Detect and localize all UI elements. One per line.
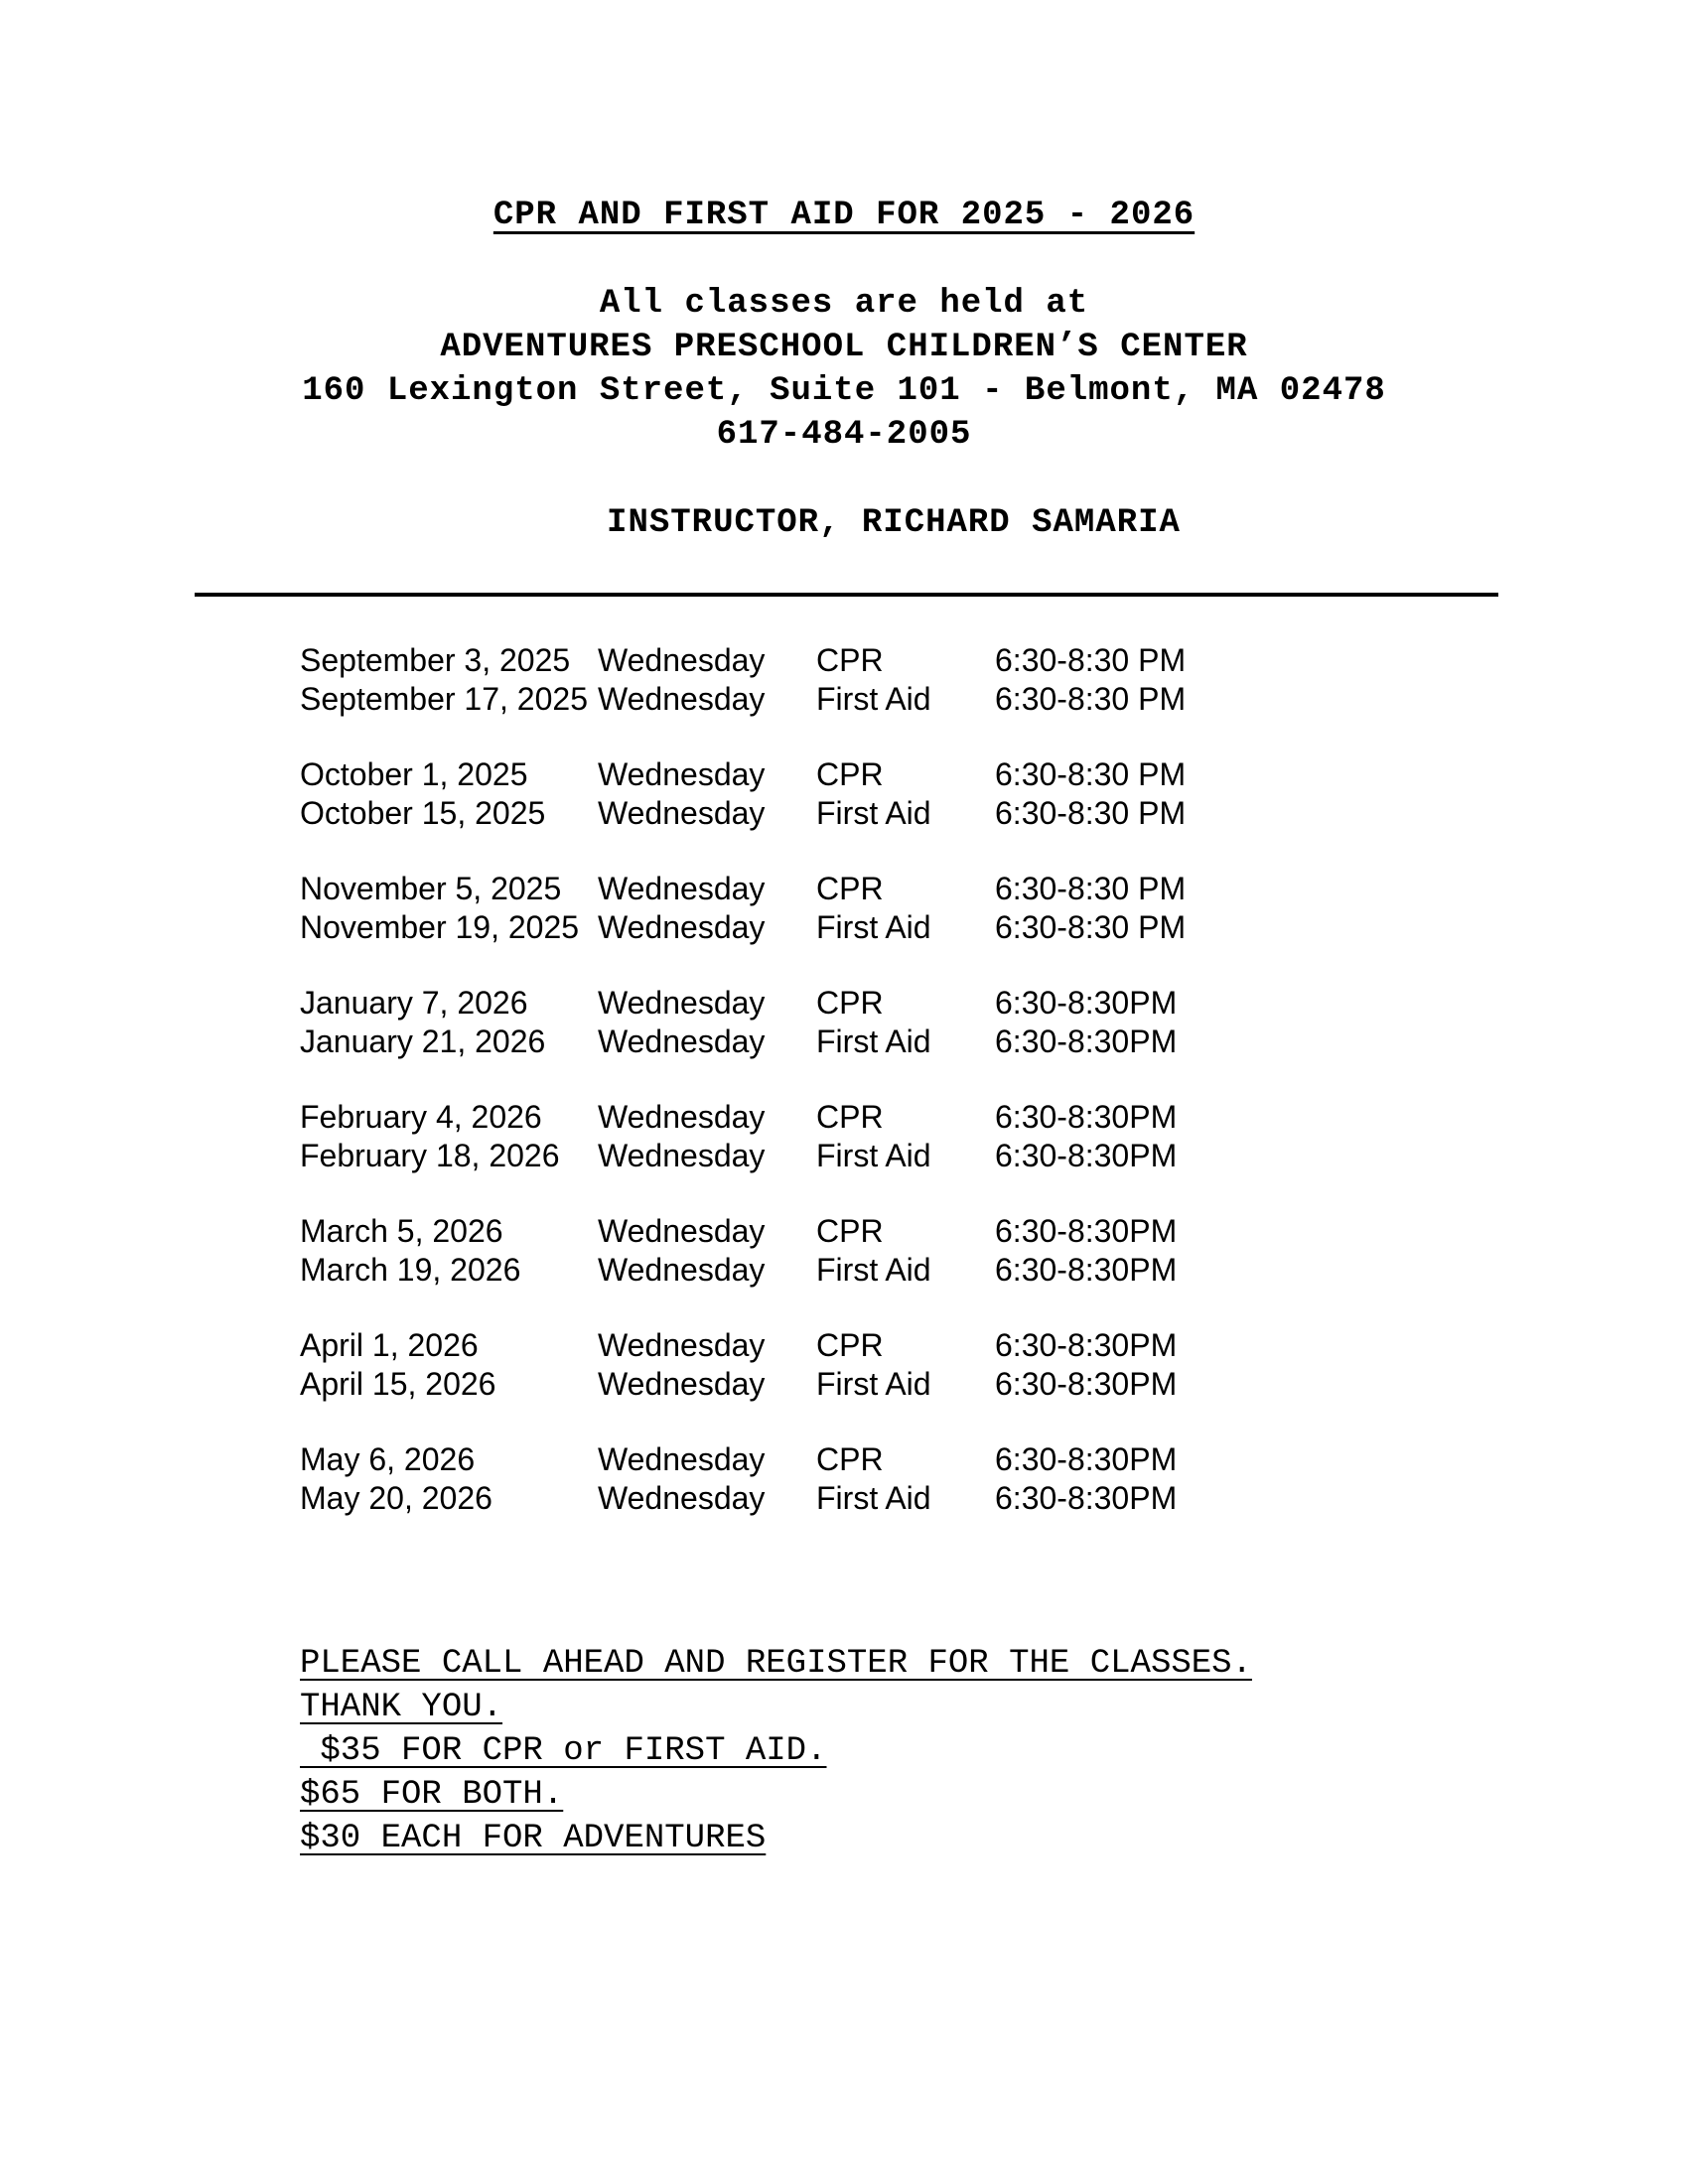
class-day: Wednesday xyxy=(598,1138,766,1173)
schedule-month-group xyxy=(300,870,1293,947)
document-title xyxy=(0,197,1688,234)
class-time: 6:30-8:30 PM xyxy=(995,909,1187,945)
class-day: Wednesday xyxy=(598,642,766,678)
location-intro: All classes are held at xyxy=(599,285,1089,323)
class-type: CPR xyxy=(816,642,884,678)
schedule-month-group xyxy=(300,1326,1293,1404)
class-day: Wednesday xyxy=(598,1099,766,1135)
note-line xyxy=(300,1773,1252,1817)
class-day: Wednesday xyxy=(598,1366,766,1402)
class-time: 6:30-8:30PM xyxy=(995,1441,1178,1477)
class-day: Wednesday xyxy=(598,1327,766,1363)
schedule-row xyxy=(300,1098,1293,1137)
class-time: 6:30-8:30PM xyxy=(995,1213,1178,1249)
class-date: January 7, 2026 xyxy=(300,985,528,1021)
class-time: 6:30-8:30 PM xyxy=(995,756,1187,792)
schedule-row xyxy=(300,1212,1293,1251)
class-date: February 18, 2026 xyxy=(300,1138,560,1173)
class-date: October 1, 2025 xyxy=(300,756,528,792)
class-schedule xyxy=(300,641,1293,1555)
schedule-row xyxy=(300,641,1293,680)
class-day: Wednesday xyxy=(598,795,766,831)
class-type: CPR xyxy=(816,985,884,1021)
class-day: Wednesday xyxy=(598,1480,766,1516)
class-date: February 4, 2026 xyxy=(300,1099,542,1135)
note-line xyxy=(300,1729,1252,1773)
schedule-row xyxy=(300,1326,1293,1365)
class-time: 6:30-8:30 PM xyxy=(995,681,1187,717)
class-day: Wednesday xyxy=(598,1213,766,1249)
class-type: First Aid xyxy=(816,909,931,945)
class-type: CPR xyxy=(816,756,884,792)
schedule-month-group xyxy=(300,1440,1293,1518)
schedule-month-group xyxy=(300,1098,1293,1175)
note-text: THANK YOU. xyxy=(300,1689,503,1726)
class-date: May 6, 2026 xyxy=(300,1441,476,1477)
class-date: November 19, 2025 xyxy=(300,909,580,945)
class-time: 6:30-8:30 PM xyxy=(995,795,1187,831)
note-line xyxy=(300,1642,1252,1686)
registration-notes xyxy=(300,1642,1252,1860)
class-time: 6:30-8:30PM xyxy=(995,1138,1178,1173)
class-type: CPR xyxy=(816,1213,884,1249)
location-block xyxy=(0,282,1688,457)
class-date: September 3, 2025 xyxy=(300,642,571,678)
instructor-line: INSTRUCTOR, RICHARD SAMARIA xyxy=(607,504,1181,542)
class-date: January 21, 2026 xyxy=(300,1024,546,1059)
schedule-row xyxy=(300,984,1293,1023)
class-type: First Aid xyxy=(816,1138,931,1173)
schedule-month-group xyxy=(300,641,1293,719)
class-type: First Aid xyxy=(816,795,931,831)
schedule-row xyxy=(300,680,1293,719)
class-type: CPR xyxy=(816,871,884,906)
schedule-row xyxy=(300,908,1293,947)
class-day: Wednesday xyxy=(598,985,766,1021)
class-date: September 17, 2025 xyxy=(300,681,588,717)
class-time: 6:30-8:30PM xyxy=(995,1480,1178,1516)
schedule-row xyxy=(300,1251,1293,1290)
note-text: $30 EACH FOR ADVENTURES xyxy=(300,1820,767,1857)
class-date: October 15, 2025 xyxy=(300,795,546,831)
schedule-row xyxy=(300,794,1293,833)
schedule-row xyxy=(300,1365,1293,1404)
schedule-month-group xyxy=(300,1212,1293,1290)
class-time: 6:30-8:30PM xyxy=(995,1252,1178,1288)
class-type: First Aid xyxy=(816,1252,931,1288)
class-type: First Aid xyxy=(816,681,931,717)
note-line xyxy=(300,1817,1252,1860)
class-date: April 15, 2026 xyxy=(300,1366,496,1402)
class-type: First Aid xyxy=(816,1480,931,1516)
class-time: 6:30-8:30PM xyxy=(995,1366,1178,1402)
class-type: CPR xyxy=(816,1099,884,1135)
class-date: May 20, 2026 xyxy=(300,1480,492,1516)
class-date: November 5, 2025 xyxy=(300,871,562,906)
note-text: PLEASE CALL AHEAD AND REGISTER FOR THE CLASSES. xyxy=(300,1645,1252,1683)
class-day: Wednesday xyxy=(598,871,766,906)
schedule-month-group xyxy=(300,755,1293,833)
class-date: March 19, 2026 xyxy=(300,1252,521,1288)
class-time: 6:30-8:30PM xyxy=(995,1099,1178,1135)
class-time: 6:30-8:30 PM xyxy=(995,642,1187,678)
note-line xyxy=(300,1686,1252,1729)
class-day: Wednesday xyxy=(598,1252,766,1288)
class-type: First Aid xyxy=(816,1366,931,1402)
location-name: ADVENTURES PRESCHOOL CHILDREN’S CENTER xyxy=(440,329,1248,366)
class-date: April 1, 2026 xyxy=(300,1327,479,1363)
class-date: March 5, 2026 xyxy=(300,1213,503,1249)
class-day: Wednesday xyxy=(598,1441,766,1477)
class-day: Wednesday xyxy=(598,1024,766,1059)
note-text: $65 FOR BOTH. xyxy=(300,1776,564,1814)
horizontal-divider xyxy=(195,593,1498,597)
class-type: CPR xyxy=(816,1327,884,1363)
document-title-text: CPR AND FIRST AID FOR 2025 - 2026 xyxy=(492,197,1196,234)
location-phone: 617-484-2005 xyxy=(716,416,972,454)
class-day: Wednesday xyxy=(598,909,766,945)
class-day: Wednesday xyxy=(598,681,766,717)
class-time: 6:30-8:30PM xyxy=(995,1024,1178,1059)
schedule-row xyxy=(300,1479,1293,1518)
class-day: Wednesday xyxy=(598,756,766,792)
class-time: 6:30-8:30PM xyxy=(995,985,1178,1021)
schedule-row xyxy=(300,1023,1293,1061)
schedule-row xyxy=(300,870,1293,908)
schedule-row xyxy=(300,1440,1293,1479)
schedule-row xyxy=(300,1137,1293,1175)
schedule-month-group xyxy=(300,984,1293,1061)
class-type: CPR xyxy=(816,1441,884,1477)
location-address: 160 Lexington Street, Suite 101 - Belmont, MA 02478 xyxy=(302,372,1386,410)
schedule-row xyxy=(300,755,1293,794)
class-time: 6:30-8:30 PM xyxy=(995,871,1187,906)
note-text: $35 FOR CPR or FIRST AID. xyxy=(300,1732,827,1770)
class-type: First Aid xyxy=(816,1024,931,1059)
class-time: 6:30-8:30PM xyxy=(995,1327,1178,1363)
